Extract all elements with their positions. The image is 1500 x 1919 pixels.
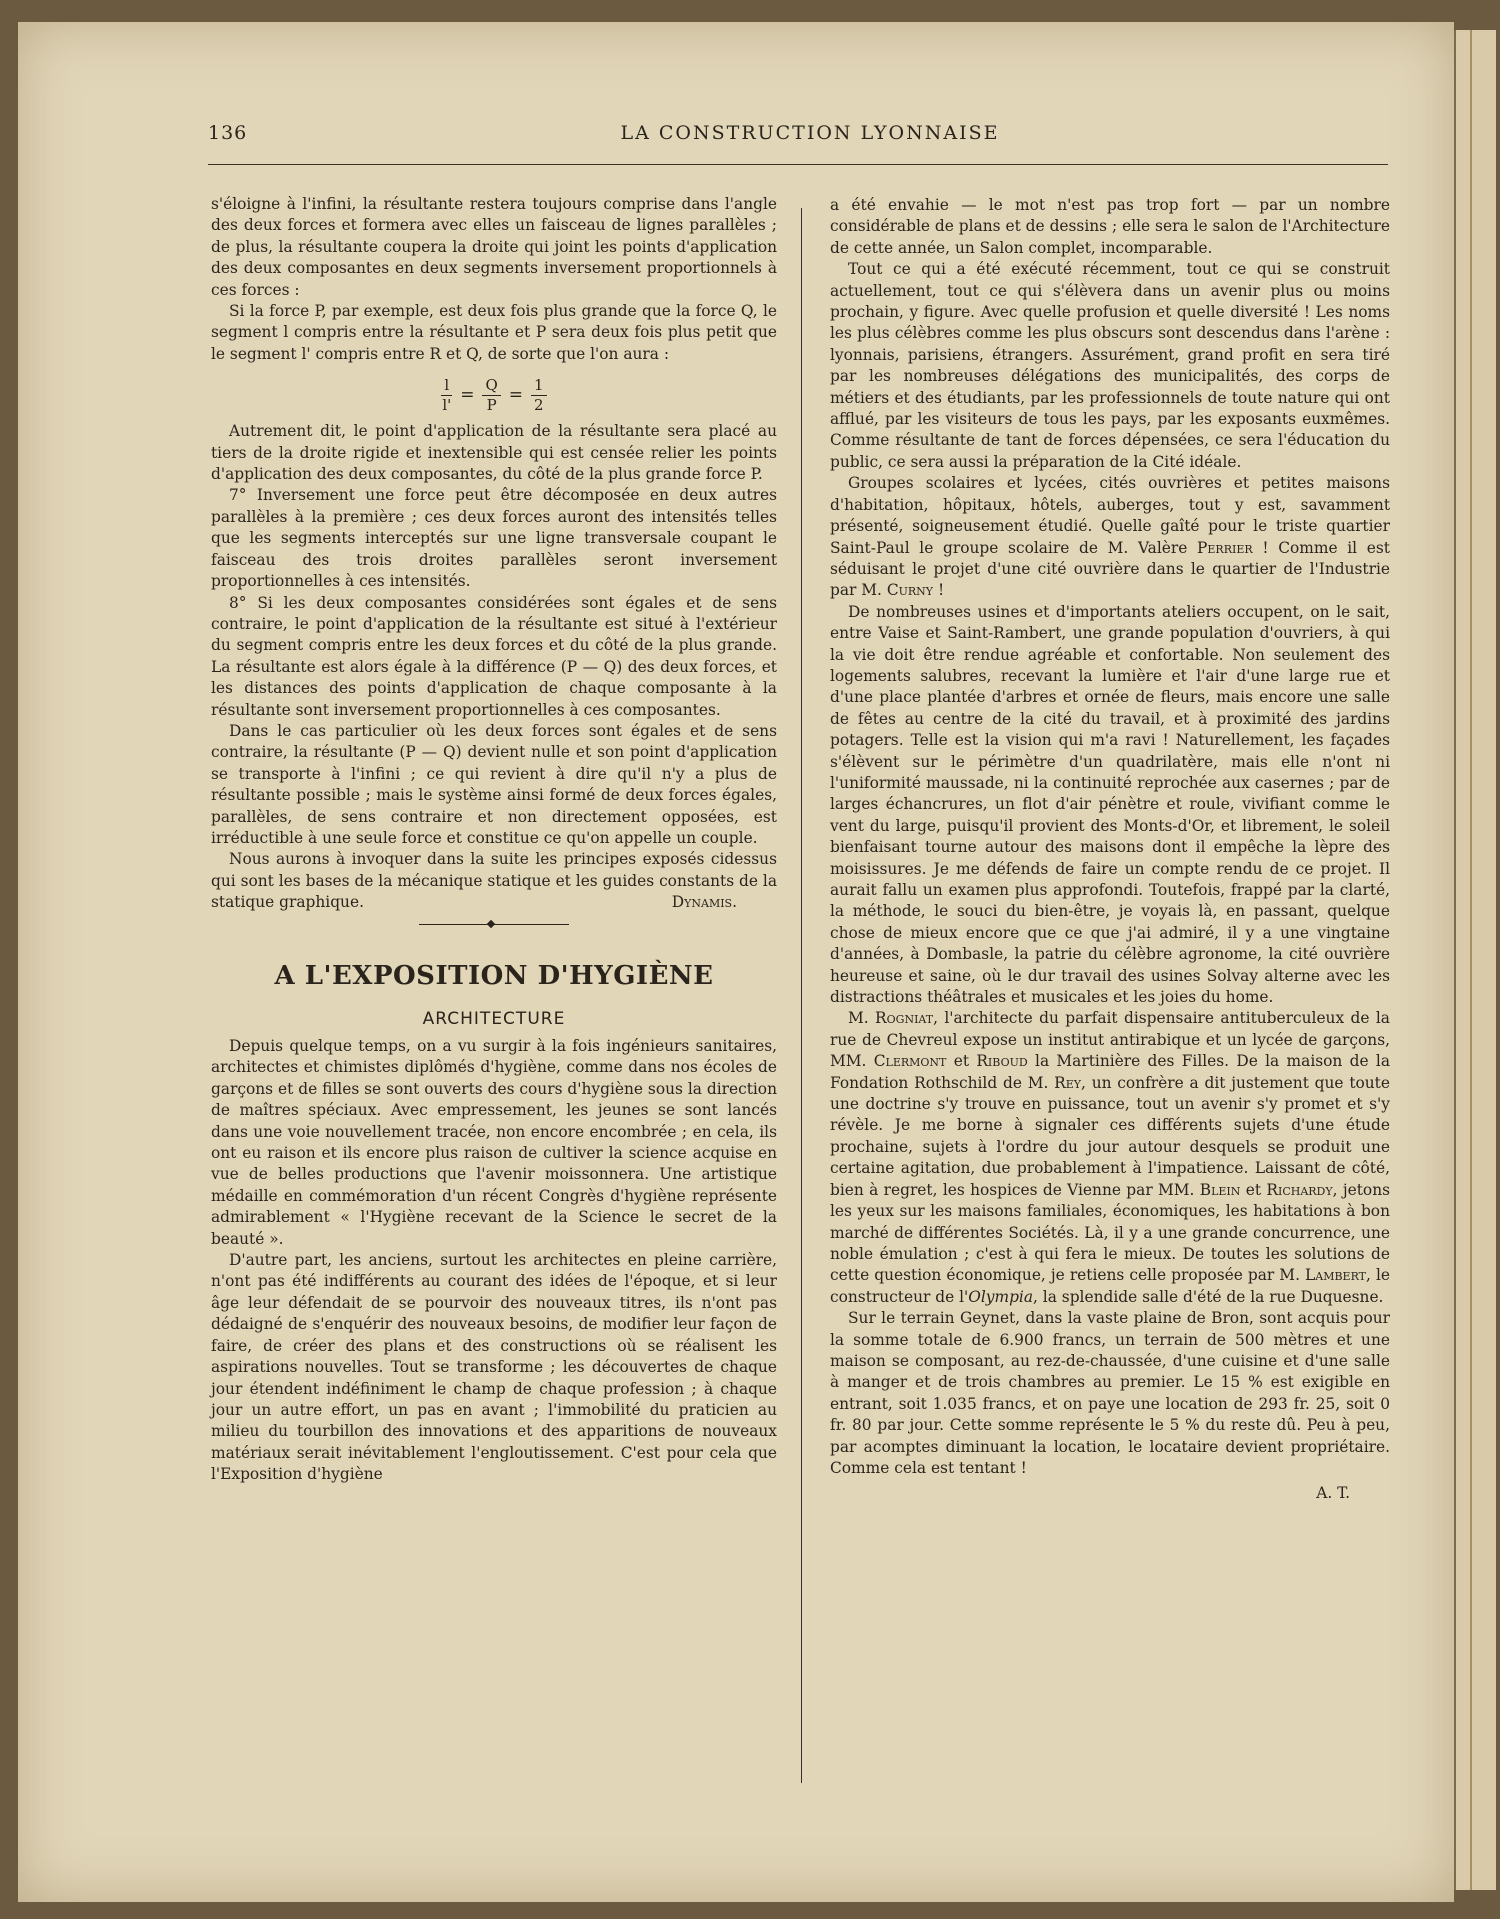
person-name: Richardy bbox=[1266, 1180, 1333, 1199]
signature: A. T. bbox=[1316, 1484, 1350, 1503]
fraction-q: $\frac{Q}{P}$ bbox=[482, 376, 500, 415]
formula: $\frac{l}{l'}$ = $\frac{Q}{P}$ = $\frac{1}{2}$ bbox=[211, 373, 777, 417]
paragraph: Si la force P, par exemple, est deux fois plus grande que la force Q, le segment l compris entre la résultante et P sera deux fois plus petit que le segment l' compris entre R et Q, de sorte que l'on aura : bbox=[211, 302, 777, 363]
fraction-half: $\frac{1}{2}$ bbox=[531, 376, 547, 415]
person-name: Clermont bbox=[873, 1052, 947, 1071]
paragraph: Tout ce qui a été exécuté récemment, tout ce qui se construit actuellement, tout ce qui s'élèvera dans un avenir plus ou moins prochain, y figure. Avec quelle profusion et quelle diversité ! Les noms les plus célèbres comme les plus obscurs sont descendus dans l'arène : lyonnais, parisiens, étrangers. Assurément, grand profit en sera tiré par les nombreuses délégations des municipalités, des corps de métiers et des étudiants, par les professionnels de toute nature qui ont afflué, par les visiteurs de tous les pays, par les exposants euxmêmes. Comme résultante de tant de forces dépensées, ce sera l'éducation du public, ce sera aussi la préparation de la Cité idéale. bbox=[830, 260, 1390, 471]
paragraph: Groupes scolaires et lycées, cités ouvrières et petites maisons d'habitation, hôpitaux, hôtels, auberges, tout y est, savamment présenté, soigneusement étudié. Quelle gaîté pour le triste quartier Saint-Paul le groupe scolaire de M. Valère Perrier ! Comme il est séduisant le projet d'une cité ouvrière dans le quartier de l'Industrie par M. Curny ! bbox=[830, 474, 1390, 600]
paragraph: 8° Si les deux composantes considérées sont égales et de sens contraire, le point d'application de la résultante est situé à l'extérieur du segment compris entre les deux forces et du côté de la plus grande. La résultante est alors égale à la différence (P — Q) des deux forces, et les distances des points d'application de chaque composante à la résultante sont inversement proportionnelles à ces composantes. bbox=[211, 593, 777, 719]
article-subtitle: ARCHITECTURE bbox=[422, 1008, 566, 1029]
article-title: A L'EXPOSITION D'HYGIÈNE bbox=[274, 960, 714, 991]
paragraph: Sur le terrain Geynet, dans la vaste plaine de Bron, sont acquis pour la somme totale de 6.900 francs, un terrain de 500 mètres et une maison se composant, au rez-de-chaussée, d'une cuisine et d'une salle à manger et de trois chambres au premier. Le 15 % est exigible en entrant, soit 1.035 francs, et on paye une location de 293 fr. 25, soit 0 fr. 80 par jour. Cette somme représente le 5 % du reste dû. Peu à peu, par acomptes diminuant la location, le locataire devient propriétaire. Comme cela est tentant ! bbox=[830, 1309, 1390, 1477]
paragraph: De nombreuses usines et d'importants ateliers occupent, on le sait, entre Vaise et Saint-Rambert, une grande population d'ouvriers, à qui la vie doit être rendue agréable et confortable. Non seulement des logements salubres, recevant la lumière et l'air d'une large rue et d'une place plantée d'arbres et ornée de fleurs, mais encore une salle de fêtes au centre de la cité du travail, et à proximité des jardins potagers. Telle est la vision qui m'a ravi ! Naturellement, les façades s'élèvent sur le périmètre d'un quadrilatère, mais elle n'ont ni l'uniformité maussade, ni la continuité reprochée aux casernes ; par de larges échancrures, un flot d'air pénètre et roule, vivifiant comme le vent du large, puisqu'il provient des Monts-d'Or, et librement, le soleil bienfaisant tourne autour des maisons dont il empêche la lèpre des moisissures. Je me défends de faire un compte rendu de ce projet. Il aurait fallu un examen plus approfondi. Toutefois, frappé par la clarté, la méthode, le souci du bien-être, je voyais là, en passant, quelque chose de mieux encore que ce que j'ai admiré, il y a une vingtaine d'années, à Dombasle, la patrie du célèbre agronome, la cité ouvrière heureuse et saine, où le dur travail des usines Solvay alterne avec les distractions théâtrales et musicales et les joies du home. bbox=[830, 602, 1390, 1007]
section-separator bbox=[419, 924, 569, 925]
person-name: Blein bbox=[1199, 1180, 1241, 1199]
fraction-l: $\frac{l}{l'}$ bbox=[442, 375, 452, 414]
header-rule bbox=[208, 164, 1388, 165]
paragraph: s'éloigne à l'infini, la résultante restera toujours comprise dans l'angle des deux forces et formera avec elles un faisceau de lignes parallèles ; de plus, la résultante coupera la droite qui joint les points d'application des deux composantes en deux segments inversement proportionnels à ces forces : bbox=[211, 195, 777, 299]
paragraph: M. Rogniat, l'architecte du parfait dispensaire antituberculeux de la rue de Chevreul expose un institut antirabique et un lycée de garçons, MM. Clermont et Riboud la Martinière des Filles. De la maison de la Fondation Rothschild de M. Rey, un confrère a dit justement que toute une doctrine s'y trouve en puissance, tout un avenir s'y promet et s'y révèle. Je me borne à signaler ces différents sujets d'une étude prochaine, sujets à l'ordre du jour autour desquels se produit une certaine agitation, due probablement à l'impatience. Laissant de côté, bien à regret, les hospices de Vienne par MM. Blein et Richardy, jetons les yeux sur les maisons familiales, économiques, les habitations à bon marché de différentes Sociétés. Là, il y a une grande concurrence, une noble émulation ; c'est à qui fera le mieux. De toutes les solutions de cette question économique, je retiens celle proposée par M. Lambert, le constructeur de l'Olympia, la splendide salle d'été de la rue Duquesne. bbox=[830, 1009, 1391, 1306]
italic-title: Olympia bbox=[968, 1287, 1034, 1306]
paragraph: Autrement dit, le point d'application de la résultante sera placé au tiers de la droite rigide et inextensible qui est censée relier les points d'application des deux composantes, du côté de la plus grande force P. bbox=[211, 422, 777, 484]
signature: Dynamis. bbox=[671, 893, 737, 912]
paragraph: Nous aurons à invoquer dans la suite les principes exposés cidessus qui sont les bases de la mécanique statique et les guides constants de la statique graphique. Dynamis. bbox=[211, 849, 777, 913]
person-name: Curny bbox=[886, 581, 934, 600]
column-divider bbox=[801, 208, 802, 1783]
person-name: Rogniat bbox=[875, 1009, 934, 1028]
person-name: Rey bbox=[1054, 1073, 1082, 1092]
paragraph: D'autre part, les anciens, surtout les architectes en pleine carrière, n'ont pas été indifférents au courant des idées de l'époque, et si leur âge leur défendait de se pourvoir des nouveaux titres, ils n'ont pas dédaigné de s'enquérir des nouveaux besoins, de modifier leur façon de faire, de créer des plans et des constructions où se réalisent les aspirations nouvelles. Tout se transforme ; les découvertes de chaque jour étendent indéfiniment le champ de chaque profession ; à chaque jour un autre effort, un pas en avant ; l'immobilité du praticien au milieu du tourbillon des innovations et des apparitions de nouveaux matériaux serait inévitablement l'engloutissement. C'est pour cela que l'Exposition d'hygiène bbox=[211, 1251, 777, 1484]
right-column bbox=[830, 195, 1390, 1505]
left-column bbox=[211, 194, 777, 1486]
paragraph: a été envahie — le mot n'est pas trop fort — par un nombre considérable de plans et de dessins ; elle sera le salon de l'Architecture de cette année, un Salon complet, incomparable. bbox=[830, 196, 1390, 257]
paragraph: 7° Inversement une force peut être décomposée en deux autres parallèles à la première ; ces deux forces auront des intensités telles que les segments interceptés sur une ligne transversale coupant le faisceau des trois droites parallèles seront inversement proportionnelles à ces intensités. bbox=[211, 486, 777, 591]
person-name: Lambert bbox=[1305, 1266, 1366, 1285]
person-name: Riboud bbox=[976, 1052, 1028, 1071]
page-edge bbox=[1454, 30, 1496, 1890]
page-number: 136 bbox=[208, 122, 248, 144]
person-name: Perrier bbox=[1197, 538, 1253, 557]
paragraph: Dans le cas particulier où les deux forces sont égales et de sens contraire, la résultante (P — Q) devient nulle et son point d'application se transporte à l'infini ; ce qui revient à dire qu'il n'y a plus de résultante possible ; mais le système ainsi formé de deux forces égales, parallèles, de sens contraire et non directement opposées, est irréductible à une seule force et constitue ce qu'on appelle un couple. bbox=[211, 721, 777, 847]
paragraph: Depuis quelque temps, on a vu surgir à la fois ingénieurs sanitaires, architectes et chimistes diplômés d'hygiène, comme dans nos écoles de garçons et de filles se sont ouverts des cours d'hygiène sous la direction de maîtres spéciaux. Avec empressement, les jeunes se sont lancés dans une voie nouvellement tracée, non encore encombrée ; en cela, ils ont eu raison et ils encore plus raison de cultiver la science acquise en vue de belles productions que l'avenir moissonnera. Une artistique médaille en commémoration d'un récent Congrès d'hygiène représente admirablement « l'Hygiène recevant de la Science le secret de la beauté ». bbox=[211, 1037, 777, 1248]
journal-title: LA CONSTRUCTION LYONNAISE bbox=[620, 122, 1000, 144]
